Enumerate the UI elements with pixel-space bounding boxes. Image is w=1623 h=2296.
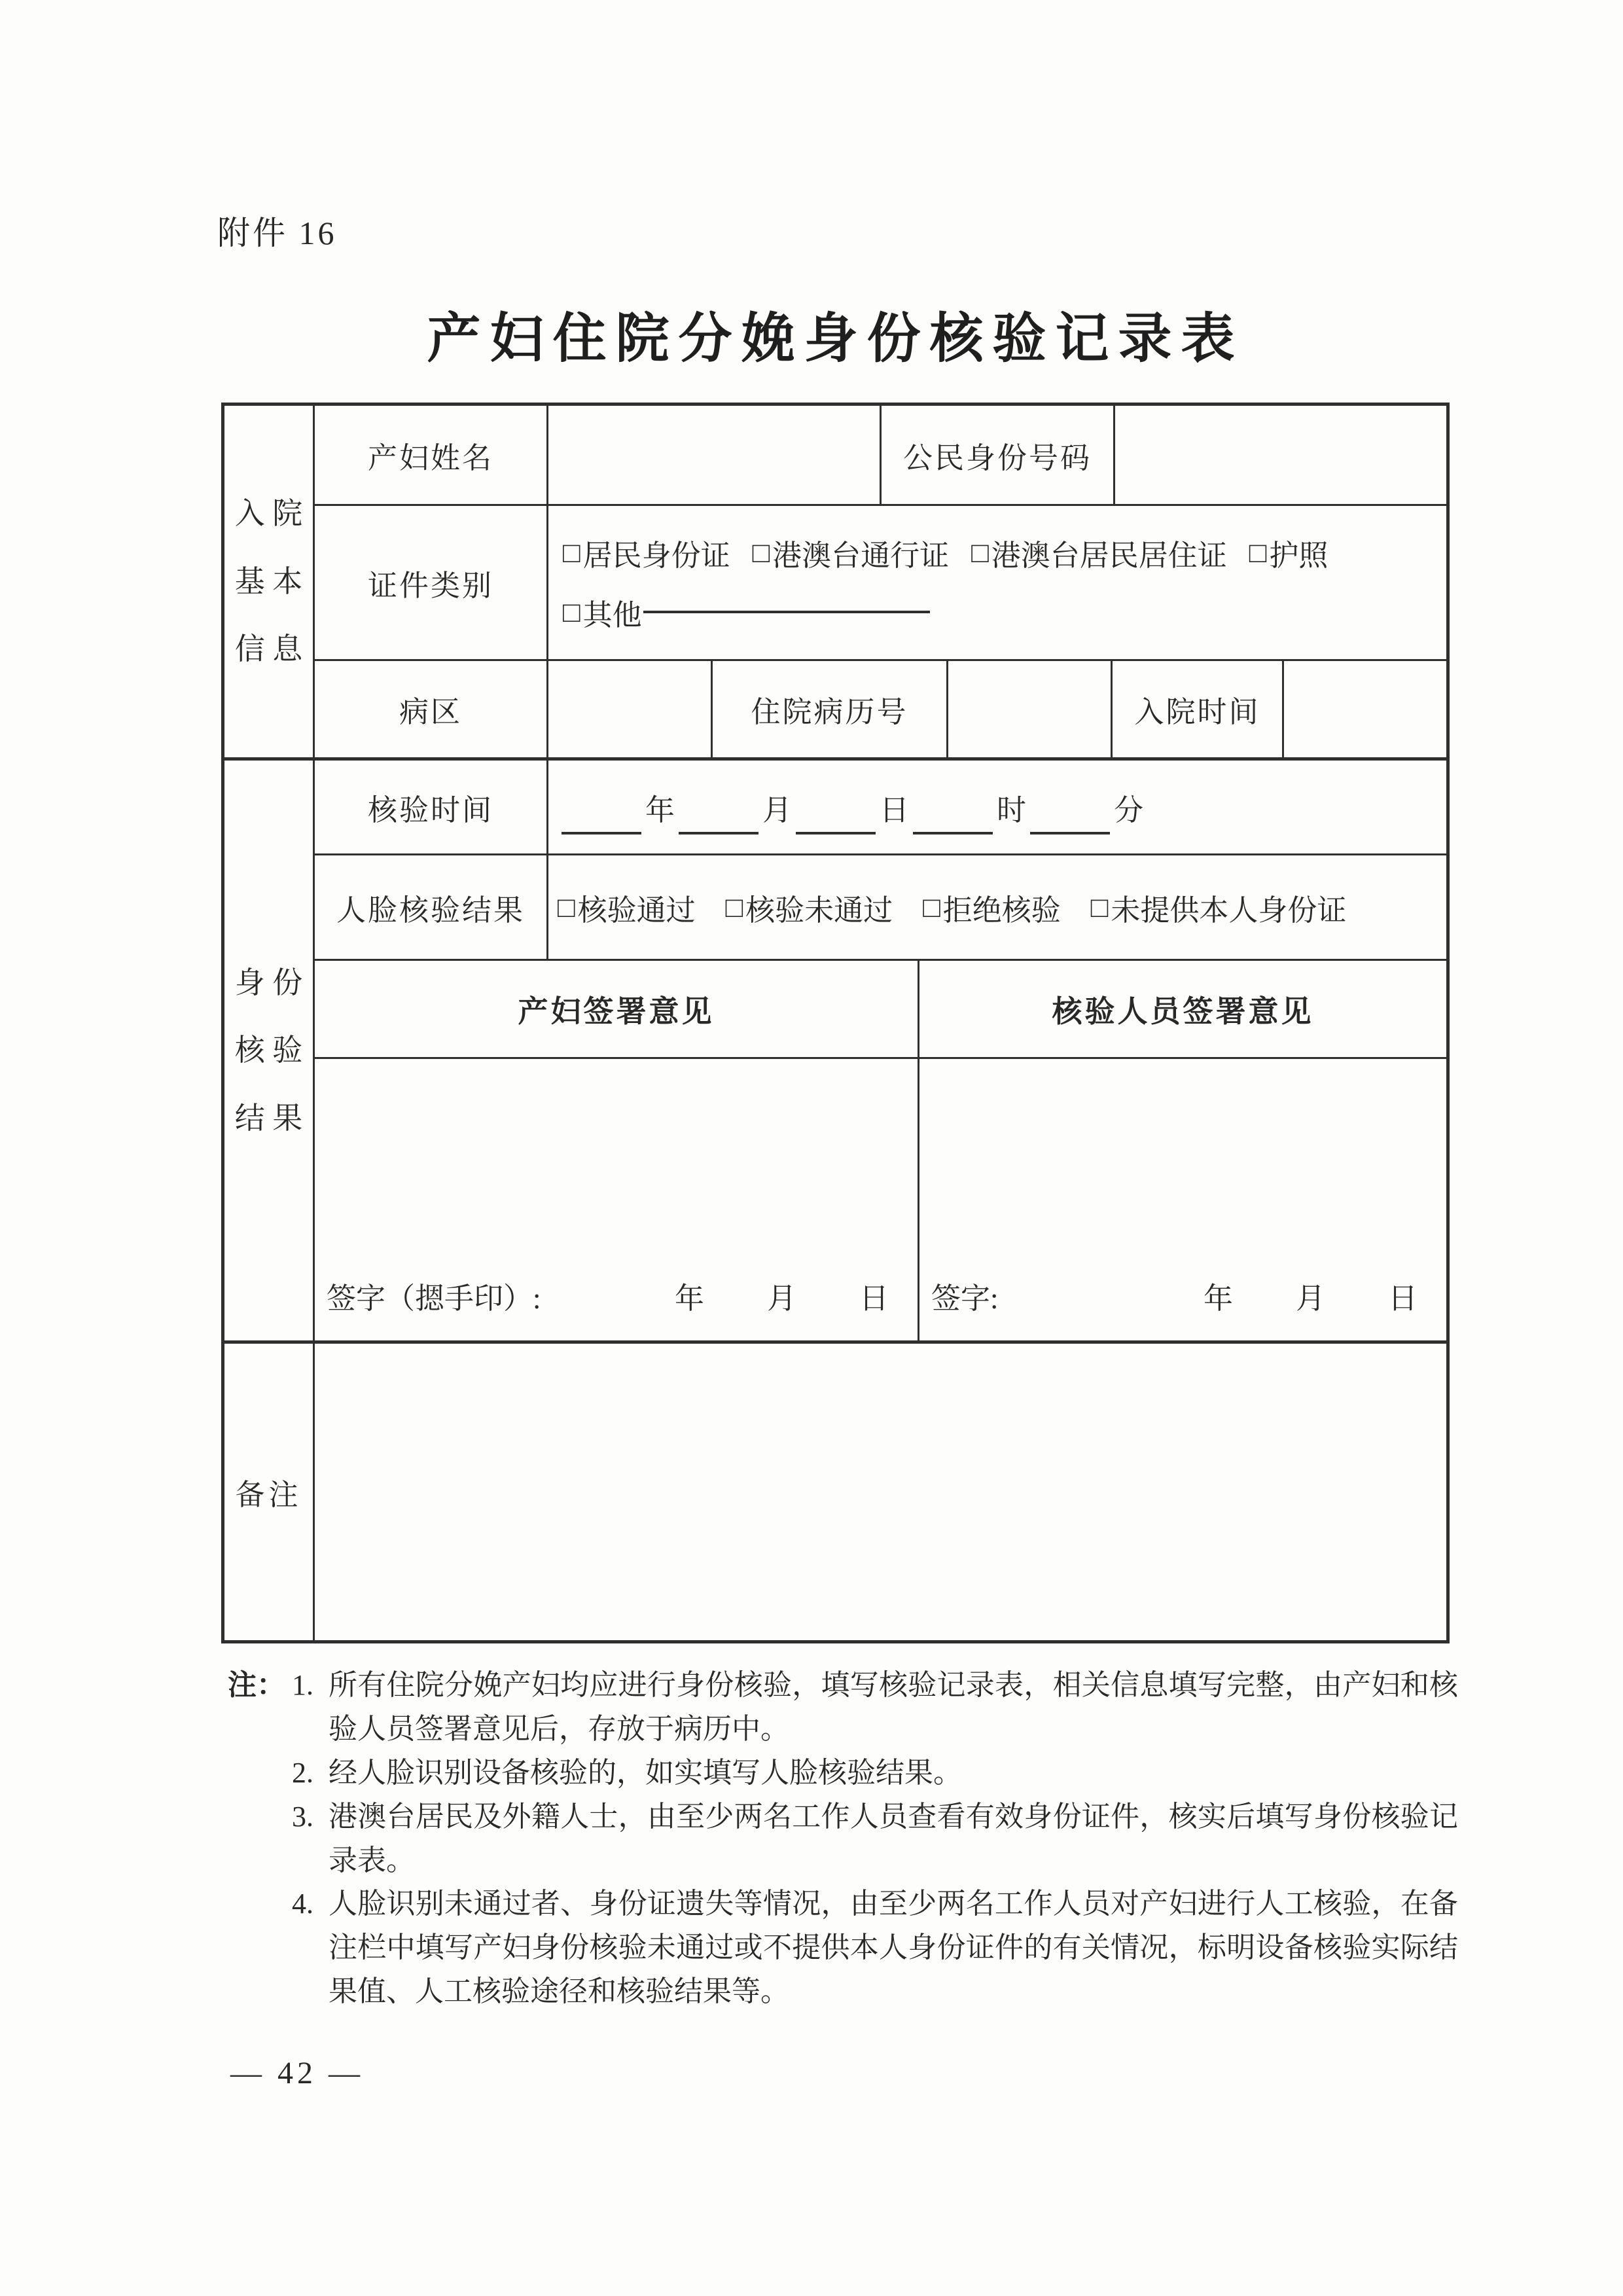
remarks-field: [315, 1344, 1446, 1640]
section-label-verification: [224, 761, 315, 1340]
page-number: — 42 —: [230, 2056, 364, 2090]
blank-underline: [1030, 832, 1110, 834]
verifier-signature-area: [919, 1059, 1446, 1340]
face-result-option-label: 未提供本人身份证: [1111, 893, 1347, 927]
section-label-line: 信 息: [234, 632, 303, 666]
time-unit: 日: [880, 793, 910, 827]
citizen-id-field: [1115, 406, 1446, 504]
time-unit: 时: [997, 793, 1027, 827]
face-result-option-label: 核验通过: [577, 893, 696, 927]
row-document-type: [315, 506, 1446, 661]
checkbox-icon: □: [725, 891, 743, 924]
checkbox-icon: □: [563, 596, 580, 628]
checkbox-icon: □: [558, 891, 575, 924]
blank-underline: [643, 611, 930, 613]
note-text: 港澳台居民及外籍人士，由至少两名工作人员查看有效身份证件，核实后填写身份核验记录表。: [329, 1800, 1458, 1876]
footnotes: [221, 1664, 1458, 2014]
verifier-sign-label: 签字:: [931, 1282, 999, 1315]
section-remarks: [224, 1344, 1446, 1640]
verification-time-field: [548, 761, 1446, 853]
document-type-label: 证件类别: [315, 506, 548, 659]
section-label-admission: [224, 406, 315, 757]
admit-time-label: 入院时间: [1113, 661, 1284, 757]
notes-label: 注：: [228, 1669, 285, 1701]
row-face-result: [315, 855, 1446, 961]
document-type-options-line1: [563, 531, 1440, 574]
checkbox-icon: □: [1090, 891, 1109, 924]
face-result-options: [548, 855, 1446, 959]
ward-label: 病区: [315, 661, 548, 757]
face-result-option: [726, 886, 893, 929]
doc-type-option-label: 居民身份证: [582, 539, 730, 573]
mother-sign-date: [675, 1274, 889, 1317]
mother-name-field: [548, 406, 882, 504]
mother-sign-label: 签字（摁手印）:: [327, 1282, 541, 1315]
verifier-sign-date: [1204, 1274, 1418, 1317]
doc-type-option: [971, 531, 1227, 574]
doc-type-option: [1249, 531, 1329, 574]
date-unit: 月: [766, 1282, 796, 1315]
note-item: [292, 1795, 1458, 1883]
checkbox-icon: □: [752, 537, 770, 569]
blank-underline: [679, 832, 758, 834]
checkbox-icon: □: [923, 891, 940, 924]
blank-underline: [913, 832, 993, 834]
row-signature-headers: [315, 961, 1446, 1059]
section-label-line: 身 份: [234, 965, 303, 999]
page-title: 产妇住院分娩身份核验记录表: [427, 309, 1244, 368]
date-unit: 日: [1387, 1282, 1418, 1315]
note-text: 所有住院分娩产妇均应进行身份核验，填写核验记录表，相关信息填写完整，由产妇和核验人员签署意见后，存放于病历中。: [329, 1669, 1458, 1745]
time-unit: 分: [1114, 793, 1144, 827]
section-label-line: 基 本: [234, 564, 303, 598]
checkbox-icon: □: [1249, 537, 1267, 569]
blank-underline: [562, 832, 641, 834]
verifier-signature-header: 核验人员签署意见: [1052, 994, 1314, 1028]
remarks-label: 备注: [224, 1344, 315, 1640]
note-text: 经人脸识别设备核验的，如实填写人脸核验结果。: [329, 1756, 962, 1789]
attachment-label: 附件 16: [217, 215, 337, 251]
mother-signature-area: [315, 1059, 919, 1340]
doc-type-option-label: 护照: [1269, 539, 1329, 573]
blank-underline: [796, 832, 876, 834]
citizen-id-label: 公民身份号码: [882, 406, 1115, 504]
time-unit: 年: [645, 793, 675, 827]
section-admission-info: [224, 406, 1446, 761]
face-result-option-label: 拒绝核验: [942, 893, 1061, 927]
checkbox-icon: □: [563, 537, 580, 569]
date-unit: 日: [859, 1282, 889, 1315]
note-item: [292, 1882, 1458, 2014]
note-number: 1.: [292, 1669, 313, 1701]
mother-signature-header: 产妇签署意见: [315, 961, 919, 1057]
date-unit: 年: [674, 1282, 704, 1315]
date-unit: 年: [1203, 1282, 1233, 1315]
row-ward: [315, 661, 1446, 757]
note-number: 4.: [292, 1888, 313, 1920]
note-item: [292, 1664, 1458, 1751]
ward-field: [548, 661, 713, 757]
checkbox-icon: □: [971, 537, 989, 569]
date-unit: 月: [1295, 1282, 1325, 1315]
record-no-field: [948, 661, 1113, 757]
section-label-line: 核 验: [234, 1033, 303, 1067]
doc-type-option-other: [563, 591, 930, 634]
face-result-label: 人脸核验结果: [315, 855, 548, 959]
mother-name-label: 产妇姓名: [315, 406, 548, 504]
verification-form-table: [221, 403, 1450, 1643]
note-number: 3.: [292, 1800, 313, 1833]
face-result-option-label: 核验未通过: [745, 893, 893, 927]
row-mother-name: [315, 406, 1446, 506]
note-item: [292, 1751, 1458, 1795]
doc-type-option-label: 港澳台通行证: [772, 539, 950, 573]
note-number: 2.: [292, 1756, 313, 1789]
doc-type-option: [753, 531, 950, 574]
mother-signature-line: [315, 1274, 918, 1340]
document-type-options-line2: [563, 591, 1440, 634]
face-result-option: [1091, 886, 1347, 929]
time-unit: 月: [762, 793, 793, 827]
face-result-option: [558, 886, 696, 929]
verifier-signature-line: [919, 1274, 1446, 1340]
verification-time-label: 核验时间: [315, 761, 548, 853]
row-verification-time: [315, 761, 1446, 855]
section-label-line: 结 果: [234, 1101, 303, 1135]
note-text: 人脸识别未通过者、身份证遗失等情况，由至少两名工作人员对产妇进行人工核验，在备注栏中填写产妇身份核验未通过或不提供本人身份证件的有关情况，标明设备核验实际结果值、人工核验途径和核验结果等。: [329, 1888, 1458, 2008]
document-type-options: [548, 506, 1446, 659]
section-label-line: 入 院: [234, 497, 303, 531]
row-signature-areas: [315, 1059, 1446, 1340]
section-verification-result: [224, 761, 1446, 1344]
face-result-option: [923, 886, 1061, 929]
doc-type-option: [563, 531, 730, 574]
record-no-label: 住院病历号: [713, 661, 948, 757]
doc-type-other-label: 其他: [582, 598, 642, 632]
admit-time-field: [1284, 661, 1446, 757]
doc-type-option-label: 港澳台居民居住证: [991, 539, 1227, 573]
